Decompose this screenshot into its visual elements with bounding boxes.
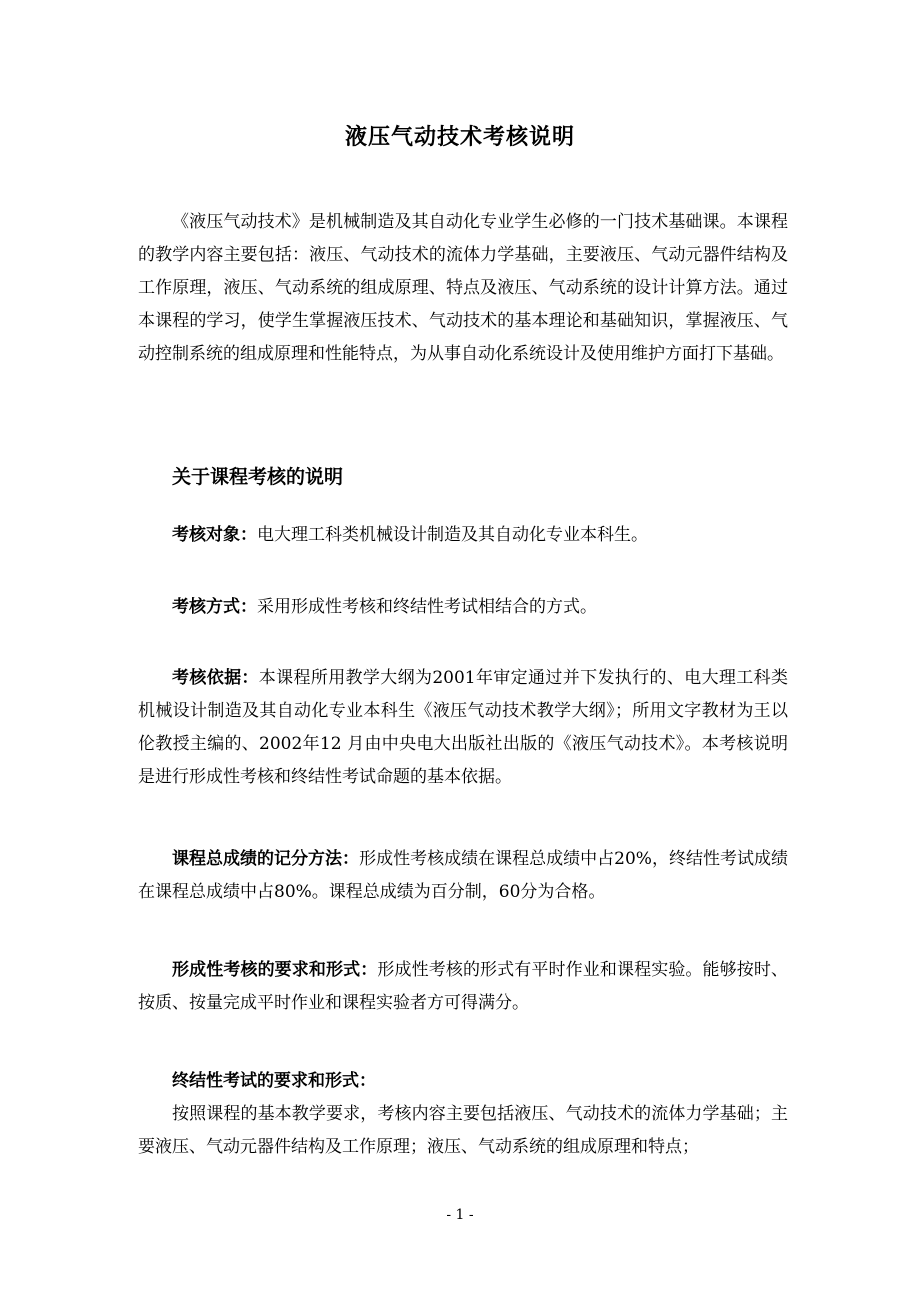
assessment-basis-text: 本课程所用教学大纲为2001年审定通过并下发执行的、电大理工科类机械设计制造及其自动化专业本科生《液压气动技术教学大纲》；所用文字教材为王以伦教授主编的、2002年12 月由中央电大出版社出版的《液压气动技术》。本考核说明是进行形成性考核和终结性考试命题的基本依据。	[138, 668, 789, 787]
assessment-target-label: 考核对象：	[172, 525, 257, 545]
page-number: - 1 -	[446, 1207, 474, 1223]
formative-assessment-label: 形成性考核的要求和形式：	[172, 960, 378, 980]
assessment-method-paragraph	[138, 591, 788, 624]
formative-assessment-paragraph	[138, 954, 788, 1020]
section-heading: 关于课程考核的说明	[172, 466, 344, 488]
assessment-target-text: 电大理工科类机械设计制造及其自动化专业本科生。	[257, 525, 648, 545]
grading-method-label: 课程总成绩的记分方法：	[172, 849, 360, 869]
intro-paragraph: 《液压气动技术》是机械制造及其自动化专业学生必修的一门技术基础课。本课程的教学内容主要包括：液压、气动技术的流体力学基础，主要液压、气动元器件结构及工作原理，液压、气动系统的组成原理、特点及液压、气动系统的设计计算方法。通过本课程的学习，使学生掌握液压技术、气动技术的基本理论和基础知识，掌握液压、气动控制系统的组成原理和性能特点，为从事自动化系统设计及使用维护方面打下基础。	[138, 212, 788, 364]
document-title: 液压气动技术考核说明	[344, 124, 575, 150]
final-exam-label-paragraph	[172, 1065, 788, 1098]
grading-method-paragraph	[138, 843, 788, 909]
formative-assessment-text: 形成性考核的形式有平时作业和课程实验。能够按时、按质、按量完成平时作业和课程实验者方可得满分。	[138, 960, 789, 1013]
assessment-basis-label: 考核依据：	[172, 668, 259, 688]
final-exam-text-paragraph: 按照课程的基本教学要求，考核内容主要包括液压、气动技术的流体力学基础；主要液压、气动元器件结构及工作原理；液压、气动系统的组成原理和特点；	[138, 1104, 788, 1157]
assessment-target-paragraph	[138, 519, 788, 552]
grading-method-text: 形成性考核成绩在课程总成绩中占20%，终结性考试成绩在课程总成绩中占80%。课程总成绩为百分制，60分为合格。	[138, 849, 788, 902]
assessment-method-text: 采用形成性考核和终结性考试相结合的方式。	[257, 597, 597, 617]
final-exam-label: 终结性考试的要求和形式：	[172, 1071, 376, 1091]
assessment-basis-paragraph	[138, 662, 788, 794]
assessment-method-label: 考核方式：	[172, 597, 257, 617]
